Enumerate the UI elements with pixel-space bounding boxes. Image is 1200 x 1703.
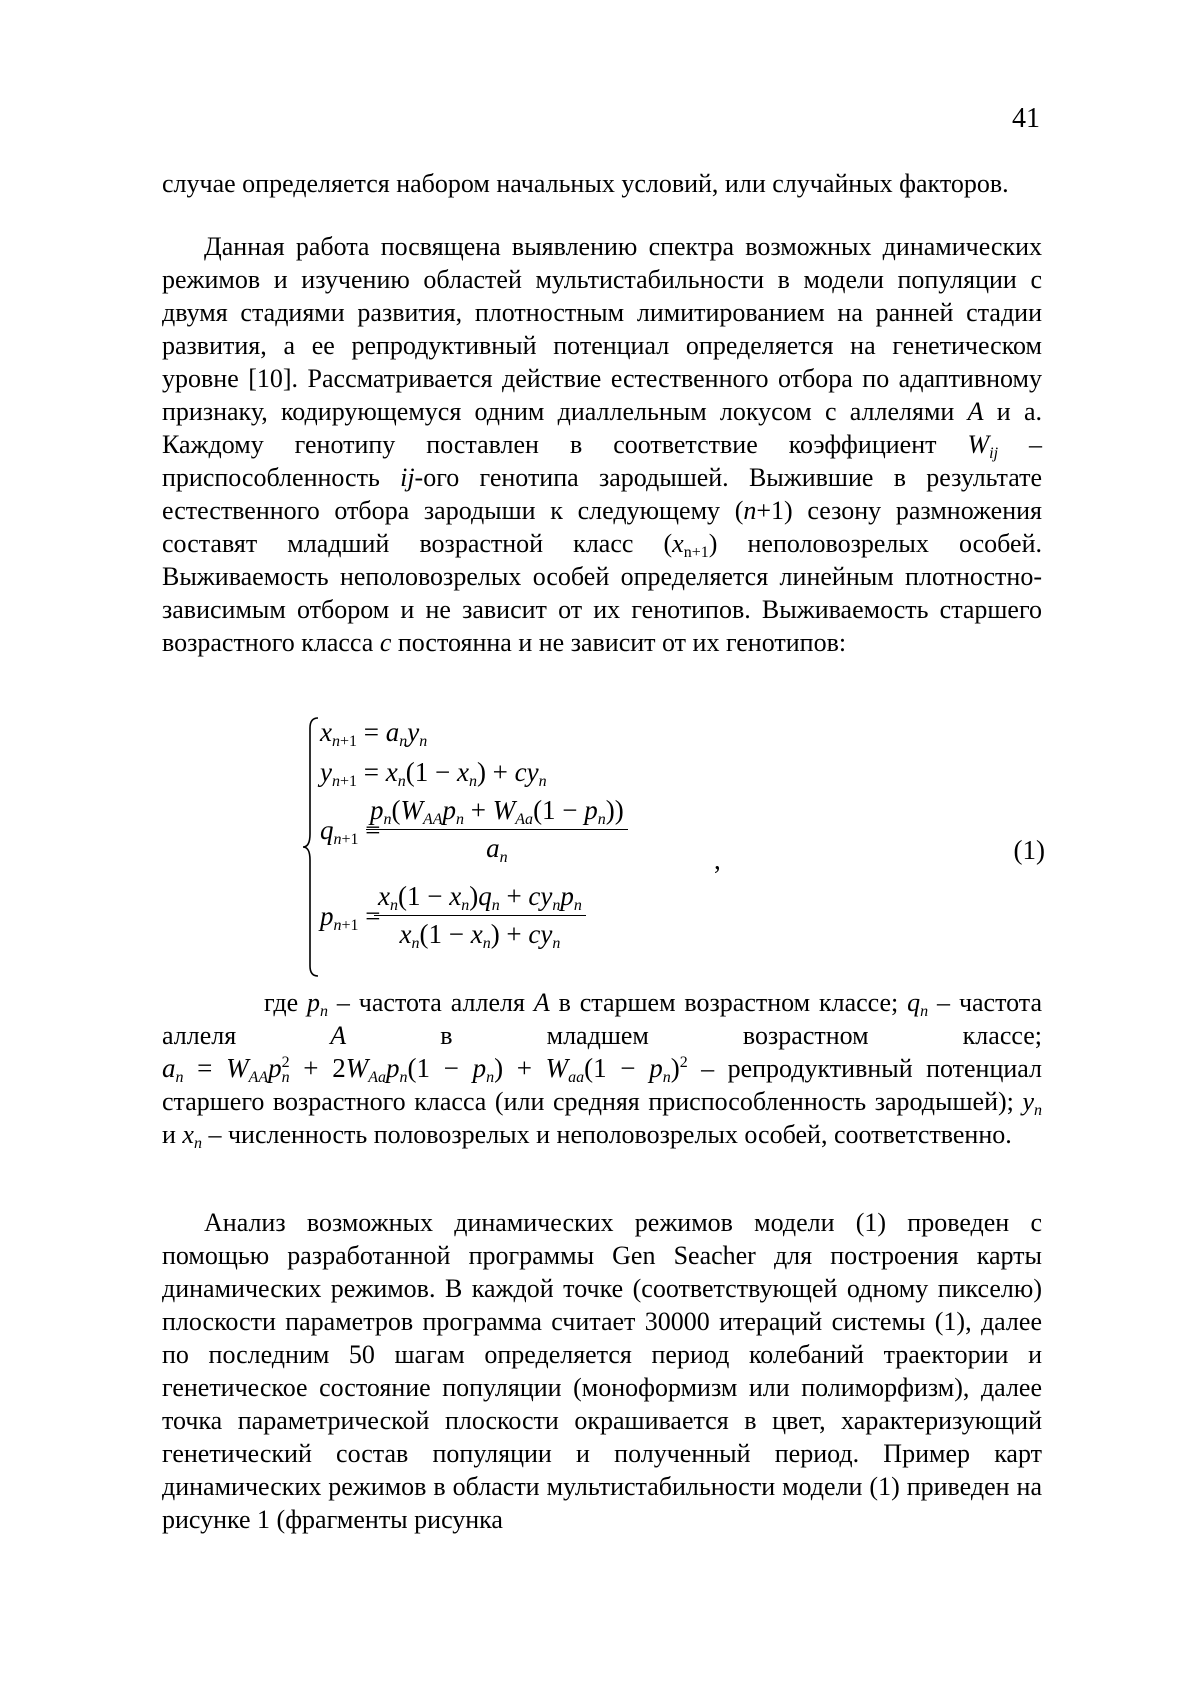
eq4-fraction-bar [374, 915, 586, 916]
p3-allele-A: A [534, 988, 550, 1017]
eq3-fraction-bar [366, 829, 628, 830]
paragraph-1: случае определяется набором начальных условий, или случайных факторов. [162, 167, 1042, 200]
p3-q: q [907, 988, 920, 1017]
p3-allele-A2: A [330, 1021, 346, 1050]
equation-line-1: xn+1 = anyn [320, 716, 427, 749]
reproductive-potential-formula: an = WAAp2n + 2WAapn(1 − pn) + Waa(1 − pn)2 [162, 1053, 688, 1083]
p2-text-6: ) неполовозрелых особей. Выживаемость неполовозрелых особей определяется линейным плотностно-зависимым отбором и не зависит от их генотипов. Выживаемость старшего возрастного класса [162, 529, 1042, 657]
p2-ij-sub: ij [989, 445, 998, 462]
eq4-denominator: xn(1 − xn) + cyn [374, 918, 586, 951]
eq3-denominator: an [366, 832, 628, 865]
p3-text-5: в младшем возрастном классе; [346, 1021, 1042, 1050]
p3-text-7: и [162, 1120, 182, 1149]
p3-text-1: где [264, 988, 307, 1017]
p3-y: y [1022, 1087, 1034, 1116]
p2-text-7: постоянна и не зависит от их генотипов: [391, 628, 846, 657]
p2-x: x [672, 529, 684, 558]
equation-line-2: yn+1 = xn(1 − xn) + cyn [320, 756, 547, 789]
p3-text-2: – частота аллеля [328, 988, 534, 1017]
equation-comma: , [714, 844, 721, 877]
equation-3-fraction [366, 794, 628, 865]
p3-n-sub: n [320, 1003, 328, 1020]
equation-number: (1) [1014, 834, 1045, 867]
equation-4-fraction [374, 880, 586, 951]
p2-W: W [967, 430, 989, 459]
p3-text-4: – частота аллеля [162, 988, 1042, 1050]
p2-text-4: -ого генотипа зародышей. Выжившие в результате естественного отбора зародыши к следующему ( [162, 463, 1042, 525]
eq4-numerator: xn(1 − xn)qn + cynpn [374, 880, 586, 913]
p2-text-3: – приспособленность [162, 430, 1042, 492]
p3-n2-sub: n [920, 1003, 928, 1020]
paragraph-4: Анализ возможных динамических режимов модели (1) проведен с помощью разработанной программы Gen Seacher для построения карты динамических режимов. В каждой точке (соответствующей одному пикселю) плоскости параметров программа считает 30000 итераций системы (1), далее по последним 50 шагам определяется период колебаний траектории и генетическое состояние популяции (моноформизм или полиморфизм), далее точка параметрической плоскости окрашивается в цвет, характеризующий генетический состав популяции и полученный период. Пример карт динамических режимов в области мультистабильности модели (1) приведен на рисунке 1 (фрагменты рисунка [162, 1206, 1042, 1536]
p2-allele-A: A [968, 397, 984, 426]
equation-system [300, 716, 1045, 981]
p2-text-1: Данная работа посвящена выявлению спектра возможных динамических режимов и изучению областей мультистабильности в модели популяции с двумя стадиями развития, плотностным лимитированием на ранней стадии развития, а ее репродуктивный потенциал определяется на генетическом уровне [10]. Рассматривается действие естественного отбора по адаптивному признаку, кодирующемуся одним диаллельным локусом с аллелями [162, 232, 1042, 426]
p2-text-5: +1) сезону размножения составят младший возрастной класс ( [162, 496, 1042, 558]
p3-text-3: в старшем возрастном классе; [550, 988, 907, 1017]
p3-text-8: – численность половозрелых и неполовозрелых особей, соответственно. [202, 1120, 1012, 1149]
p2-n: n [743, 496, 756, 525]
p2-n1-sub: n+1 [684, 544, 709, 561]
p2-ij: ij [400, 463, 414, 492]
left-brace [302, 716, 320, 978]
paragraph-2 [162, 230, 1042, 659]
p3-x: x [182, 1120, 194, 1149]
equation-line-3: qn+1 = [320, 814, 381, 847]
p3-p: p [307, 988, 320, 1017]
eq3-numerator: pn(WAApn + WAa(1 − pn)) [366, 794, 628, 827]
equation-line-4: pn+1 = [320, 900, 381, 933]
page [0, 0, 1200, 1703]
p3-text-6: – репродуктивный потенциал старшего возрастного класса (или средняя приспособленность зародышей); [162, 1054, 1042, 1116]
p2-c: c [380, 628, 392, 657]
p3-n3-sub: n [1034, 1102, 1042, 1119]
p3-n4-sub: n [194, 1135, 202, 1152]
p2-text-2: и а. Каждому генотипу поставлен в соответствие коэффициент [162, 397, 1042, 459]
paragraph-3 [162, 986, 1042, 1151]
page-number: 41 [1012, 102, 1040, 135]
